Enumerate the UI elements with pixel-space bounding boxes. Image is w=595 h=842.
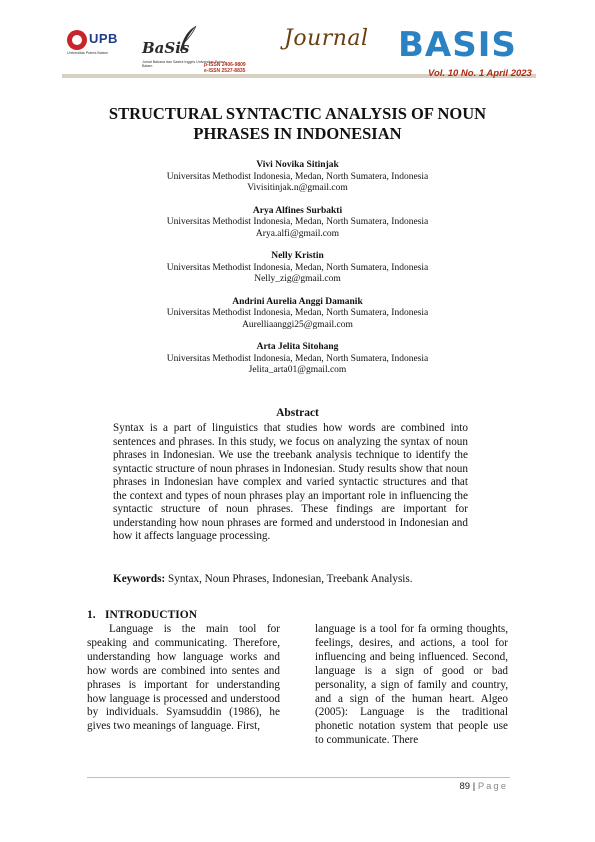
author-list <box>60 160 535 388</box>
paper-title-line-2: PHRASES IN INDONESIAN <box>193 124 402 143</box>
journal-banner <box>62 22 536 85</box>
upb-logo-text: UPB <box>89 31 118 46</box>
keywords-text: Syntax, Noun Phrases, Indonesian, Treebank Analysis. <box>168 573 413 585</box>
upb-logo-subtitle: Universitas Putera Batam <box>67 51 108 55</box>
page-number: 89 <box>459 781 471 792</box>
author-block <box>60 297 535 332</box>
author-email: Aurelliaanggi25@gmail.com <box>242 319 353 330</box>
footer-rule <box>87 777 510 778</box>
author-name: Vivi Novika Sitinjak <box>256 160 339 170</box>
author-email: Vivisitinjak.n@gmail.com <box>247 183 348 193</box>
abstract-text: Syntax is a part of linguistics that studies how words are combined into sentences and phrases. In this study, we focus on analyzing the syntax of noun phrases in Indonesian. We use the treebank analysis technique to identify the syntactic structure of noun phrases in Indonesian. Study results show that noun phrases in Indonesian have complex and varied syntactic structures and that the context and types of noun phrases play an important role in influencing the syntactic structure of noun phrases. These findings are important for understanding how noun phrases are formed and understood in Indonesian and how it affects language processing. <box>113 422 468 542</box>
paper-title-line-1: STRUCTURAL SYNTACTIC ANALYSIS OF NOUN <box>108 104 487 123</box>
banner-journal-name-box <box>398 27 532 63</box>
paper-title <box>60 104 535 144</box>
abstract-heading: Abstract <box>276 407 319 419</box>
author-name: Nelly Kristin <box>271 251 324 261</box>
section-title: INTRODUCTION <box>105 609 198 621</box>
author-affiliation: Universitas Methodist Indonesia, Medan, North Sumatera, Indonesia <box>166 308 429 318</box>
author-affiliation: Universitas Methodist Indonesia, Medan, North Sumatera, Indonesia <box>166 353 429 364</box>
author-block <box>60 206 535 241</box>
author-name: Andrini Aurelia Anggi Damanik <box>232 296 363 307</box>
page-footer <box>459 781 508 792</box>
author-name: Arta Jelita Sitohang <box>256 342 339 352</box>
issn-block <box>204 62 246 74</box>
footer-separator: | <box>472 781 476 792</box>
author-affiliation: Universitas Methodist Indonesia, Medan, North Sumatera, Indonesia <box>166 217 429 227</box>
banner-journal-label: Journal <box>284 26 369 51</box>
basis-logo-word: BaSis <box>142 39 190 57</box>
author-name: Arya Alfines Surbakti <box>252 205 343 216</box>
banner-volume: Vol. 10 No. 1 April 2023 <box>428 68 532 79</box>
basis-logo-subtitle: Jurnal Bahasa dan Sastra Inggris Universitas Putera Batam <box>142 60 226 69</box>
keywords-label: Keywords: <box>113 573 166 585</box>
issn-online: e-ISSN 2527-8835 <box>204 68 246 74</box>
upb-logo <box>67 30 137 66</box>
author-email: Arya.alfi@gmail.com <box>255 228 340 239</box>
keywords-line <box>113 573 473 585</box>
issn-print: p-ISSN 2406-9809 <box>204 62 246 68</box>
section-number: 1. <box>87 609 96 621</box>
author-affiliation: Universitas Methodist Indonesia, Medan, North Sumatera, Indonesia <box>166 262 429 273</box>
author-block <box>60 342 535 377</box>
author-email: Nelly_zig@gmail.com <box>254 274 341 284</box>
upb-emblem-icon <box>67 30 87 50</box>
author-affiliation: Universitas Methodist Indonesia, Medan, North Sumatera, Indonesia <box>166 171 429 182</box>
author-block <box>60 251 535 286</box>
author-block <box>60 160 535 195</box>
section-heading <box>87 609 197 621</box>
banner-journal-name: BASIS <box>398 25 517 65</box>
body-column-left: Language is the main tool for speaking and communicating. Therefore, understanding how language works and how words are combined into sentes and phrases is important for understanding how language is processed and understood by individuals. Syamsuddin (1986), he gives two meanings of language. First, <box>87 623 280 733</box>
page-word: Page <box>477 781 508 792</box>
author-email: Jelita_arta01@gmail.com <box>248 365 347 375</box>
body-column-right: language is a tool for fa orming thoughts, feelings, desires, and actions, a tool for influencing and being influenced. Second, language is a sign of good or bad personality, a sign of family and country, and a sign of the human heart. Algeo (2005): Language is the traditional phonetic notation system that people use to communicate. There <box>315 623 508 747</box>
